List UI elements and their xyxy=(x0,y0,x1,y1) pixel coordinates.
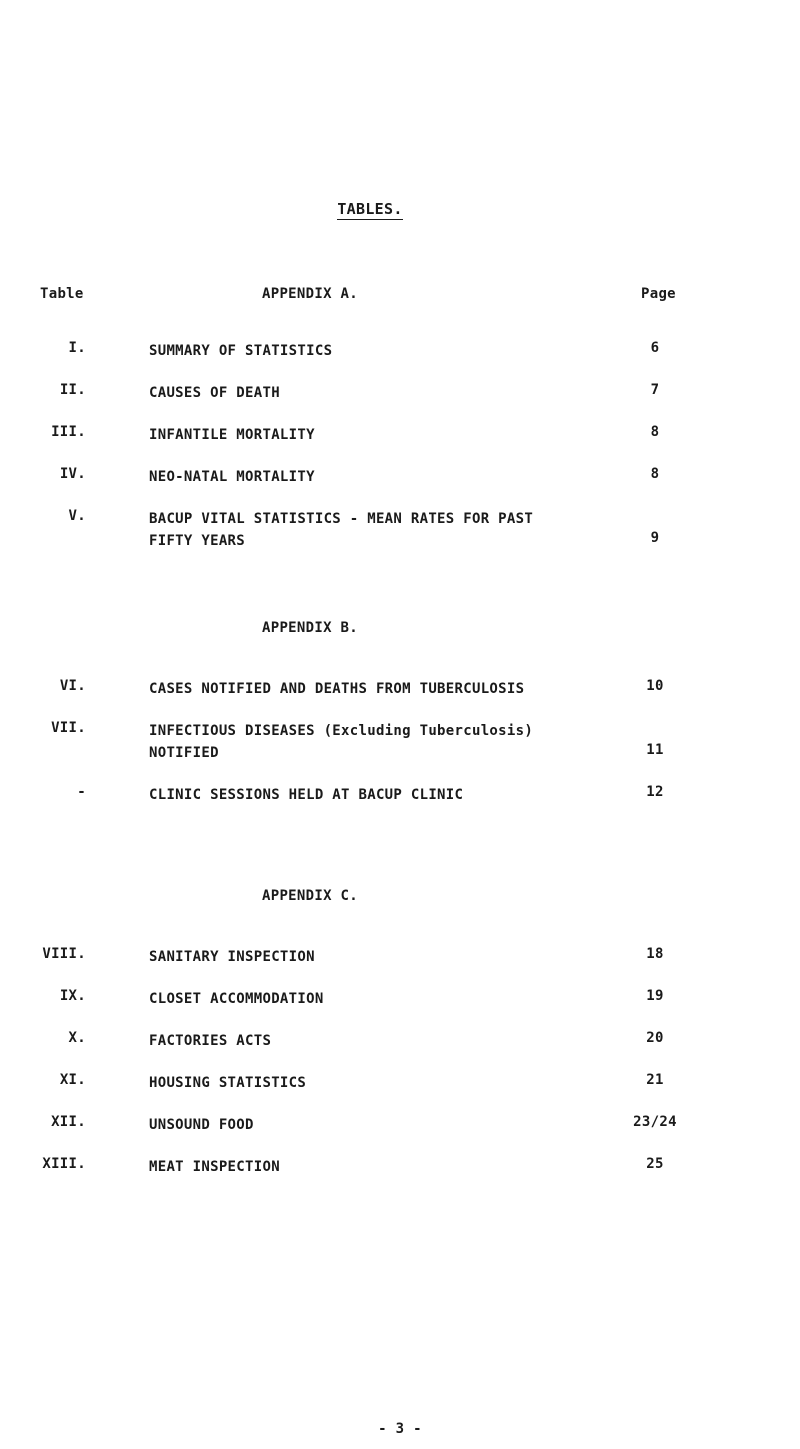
row-number: II. xyxy=(59,382,86,398)
row-number: III. xyxy=(51,424,86,440)
row-title: CASES NOTIFIED AND DEATHS FROM TUBERCULOSIS xyxy=(149,681,525,697)
section-heading-appendix-a: APPENDIX A. xyxy=(261,286,359,302)
row-page: 21 xyxy=(646,1072,664,1088)
row-number: - xyxy=(77,784,86,800)
row-title: INFANTILE MORTALITY xyxy=(149,427,315,443)
row-page: 7 xyxy=(650,382,660,398)
row-number: V. xyxy=(68,508,86,524)
row-number: IV. xyxy=(59,466,86,482)
row-title: BACUP VITAL STATISTICS - MEAN RATES FOR PAST FIFTY YEARS xyxy=(149,511,534,549)
row-title: HOUSING STATISTICS xyxy=(149,1075,307,1091)
row-page: 8 xyxy=(650,424,660,440)
row-title: SUMMARY OF STATISTICS xyxy=(149,343,333,359)
row-number: VIII. xyxy=(42,946,86,962)
row-page: 20 xyxy=(646,1030,664,1046)
row-page: 6 xyxy=(650,340,660,356)
column-header-page: Page xyxy=(641,286,676,302)
row-number: X. xyxy=(68,1030,86,1046)
row-title: SANITARY INSPECTION xyxy=(149,949,315,965)
row-page: 9 xyxy=(650,530,660,546)
row-page: 19 xyxy=(646,988,664,1004)
row-title: UNSOUND FOOD xyxy=(149,1117,254,1133)
row-number: VII. xyxy=(51,720,86,736)
page-title-text: TABLES. xyxy=(337,200,403,218)
row-title: INFECTIOUS DISEASES (Excluding Tuberculosis) NOTIFIED xyxy=(149,723,534,761)
section-heading-appendix-b: APPENDIX B. xyxy=(261,620,359,636)
row-title: MEAT INSPECTION xyxy=(149,1159,280,1175)
column-header-table: Table xyxy=(40,286,84,302)
row-title: CLOSET ACCOMMODATION xyxy=(149,991,324,1007)
row-number: XIII. xyxy=(42,1156,86,1172)
row-title: CAUSES OF DEATH xyxy=(149,385,280,401)
row-page: 8 xyxy=(650,466,660,482)
row-page: 11 xyxy=(646,742,664,758)
row-title: CLINIC SESSIONS HELD AT BACUP CLINIC xyxy=(149,787,464,803)
row-page: 10 xyxy=(646,678,664,694)
row-page: 25 xyxy=(646,1156,664,1172)
page-number: - 3 - xyxy=(378,1421,422,1437)
row-number: IX. xyxy=(59,988,86,1004)
row-number: XII. xyxy=(51,1114,86,1130)
row-page: 18 xyxy=(646,946,664,962)
page-title xyxy=(0,200,740,218)
section-heading-appendix-c: APPENDIX C. xyxy=(261,888,359,904)
row-page: 23/24 xyxy=(633,1114,677,1130)
row-page: 12 xyxy=(646,784,664,800)
row-number: I. xyxy=(68,340,86,356)
row-title: NEO-NATAL MORTALITY xyxy=(149,469,315,485)
row-title: FACTORIES ACTS xyxy=(149,1033,272,1049)
row-number: VI. xyxy=(59,678,86,694)
row-number: XI. xyxy=(59,1072,86,1088)
